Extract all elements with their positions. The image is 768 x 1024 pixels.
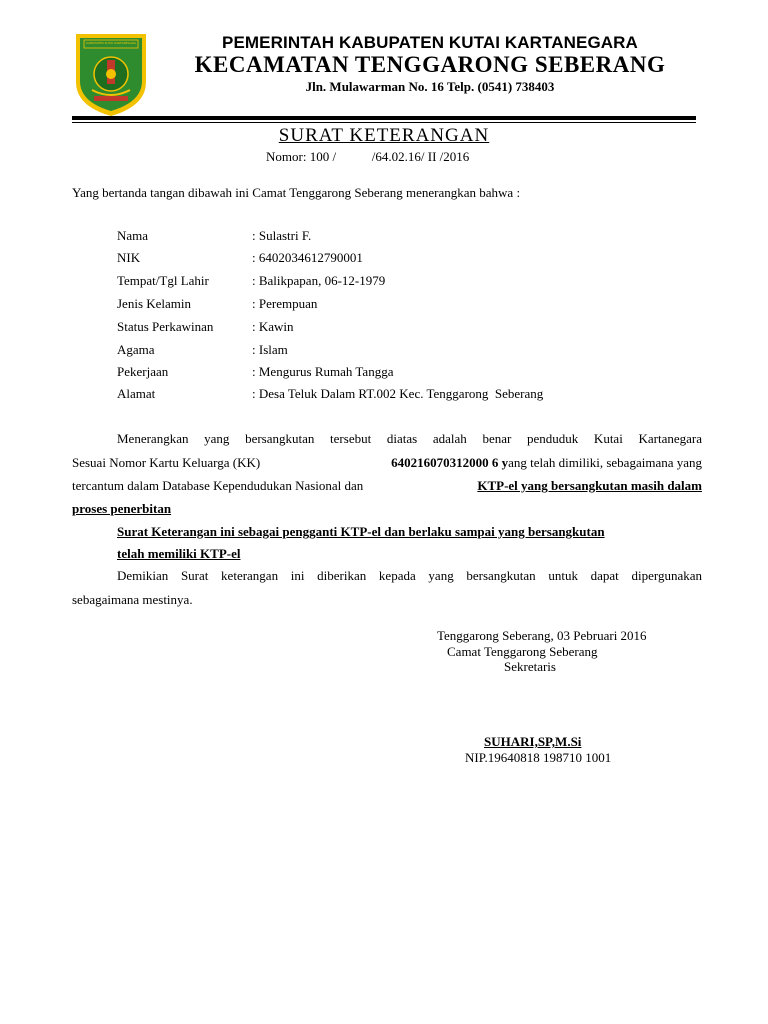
para2-line2: telah memiliki KTP-el <box>117 546 241 561</box>
document-title: SURAT KETERANGAN <box>278 125 490 146</box>
field-value-birth: : Balikpapan, 06-12-1979 <box>252 273 386 288</box>
field-value-marital: : Kawin <box>252 319 294 334</box>
header-rule-thick <box>72 116 696 120</box>
signatory-nip: NIP.19640818 198710 1001 <box>465 750 612 765</box>
header-rule-thin <box>72 122 696 123</box>
field-value-occupation: : Mengurus Rumah Tangga <box>252 364 394 379</box>
para1-line4: proses penerbitan <box>72 501 172 516</box>
document-number: Nomor: 100 / /64.02.16/ II /2016 <box>266 149 470 164</box>
field-value-gender: : Perempuan <box>252 296 318 311</box>
signature-place-date: Tenggarong Seberang, 03 Pebruari 2016 <box>437 628 647 643</box>
para1-line2 <box>72 455 702 471</box>
intro-text: Yang bertanda tangan dibawah ini Camat Tenggarong Seberang menerangkan bahwa : <box>72 185 521 200</box>
para1-line2-text-a: Sesuai Nomor Kartu Keluarga (KK) <box>72 455 261 470</box>
field-value-religion: : Islam <box>252 342 288 357</box>
field-value-nik: : 6402034612790001 <box>252 250 363 265</box>
para1-line3 <box>72 478 702 494</box>
kk-number: 640216070312000 6 y <box>391 455 509 470</box>
logo-lettering: KABUPATEN KUTAI KARTANEGARA <box>86 41 136 45</box>
field-label-occupation: Pekerjaan <box>117 364 169 379</box>
signature-role: Sekretaris <box>504 659 556 674</box>
para3-line1: Demikian Surat keterangan ini diberikan kepada yang bersangkutan untuk dapat dipergunakan <box>117 568 702 583</box>
para1-line1: Menerangkan yang bersangkutan tersebut diatas adalah benar penduduk Kutai Kartanegara <box>117 431 702 446</box>
field-label-gender: Jenis Kelamin <box>117 296 192 311</box>
field-label-nama: Nama <box>117 228 149 243</box>
para2-line1: Surat Keterangan ini sebagai pengganti KTP-el dan berlaku sampai yang bersangkutan <box>117 524 605 539</box>
ktp-status-emphasis: KTP-el yang bersangkutan masih dalam <box>477 478 702 493</box>
field-label-birth: Tempat/Tgl Lahir <box>117 273 209 288</box>
para1-line3-text-a: tercantum dalam Database Kependudukan Nasional dan <box>72 478 364 493</box>
para1-line2-text-b: ang telah dimiliki, sebagaimana yang <box>508 455 702 470</box>
para3-line2: sebagaimana mestinya. <box>72 592 193 607</box>
field-label-address: Alamat <box>117 386 156 401</box>
district-name: KECAMATAN TENGGARONG SEBERANG <box>194 52 666 77</box>
field-label-religion: Agama <box>117 342 155 357</box>
address-line: Jln. Mulawarman No. 16 Telp. (0541) 738403 <box>305 79 555 94</box>
field-value-address: : Desa Teluk Dalam RT.002 Kec. Tenggarong Seberang <box>252 386 544 401</box>
field-label-nik: NIK <box>117 250 141 265</box>
government-name: PEMERINTAH KABUPATEN KUTAI KARTANEGARA <box>222 33 638 52</box>
field-label-marital: Status Perkawinan <box>117 319 214 334</box>
signatory-name: SUHARI,SP,M.Si <box>484 734 582 749</box>
signature-position: Camat Tenggarong Seberang <box>447 644 598 659</box>
field-value-nama: : Sulastri F. <box>252 228 312 243</box>
